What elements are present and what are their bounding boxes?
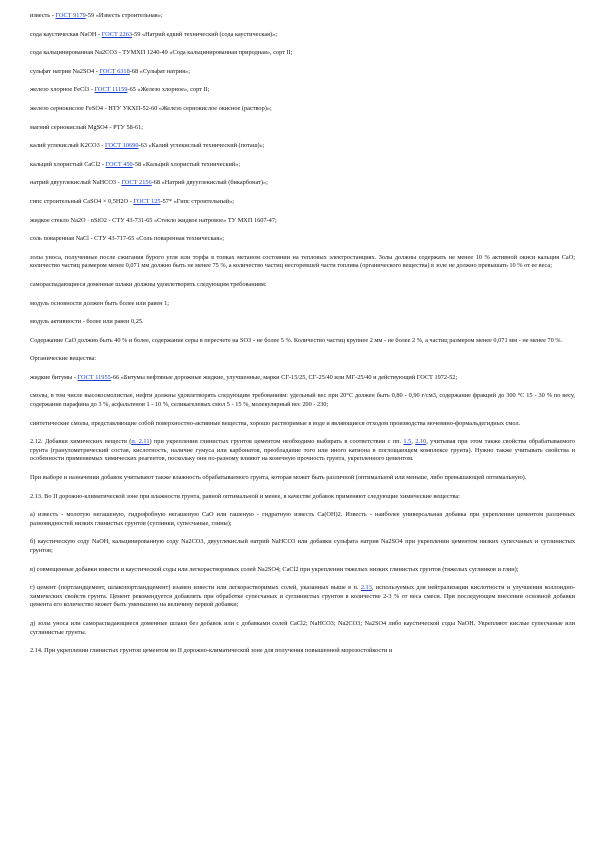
- paragraph: [30, 198, 575, 207]
- paragraph-text: соль поваренная NaCl - СТУ 43-717-65 «Соль поваренная техническая»;: [30, 235, 224, 243]
- paragraph: [30, 12, 575, 21]
- paragraph-text: -65 «Железо хлорное», сорт II;: [127, 86, 210, 94]
- paragraph-text: модуль активности - более или равен 0,25.: [30, 318, 144, 326]
- paragraph-text: -68 «Натрий двууглекислый (бикарбонат)»;: [151, 179, 268, 187]
- paragraph: [30, 493, 575, 502]
- document-link[interactable]: ГОСТ 2263: [101, 30, 132, 38]
- paragraph-text: а) известь - молотую негашеную, гидрофобную негашеную CaO или гашеную - гидратную известь Ca(OH)2. Известь - наиболее универсальная добавка при укреплении цементом различных разновидностей низких глинистых грунтов (суглинки, супесчаные, глины);: [30, 511, 575, 527]
- paragraph-text: г) цемент (портландцемент, шлакопортландцемент) взамен извести или легкорастворимых солей, указанных выше в п.: [30, 584, 361, 592]
- paragraph-text: смолы, в том числе высокосмолистые, нефти должны удовлетворять следующим требованиям: удельный вес при 20°С должен быть 0,80 - 0,90 г/см3, содержание фракций до 300 °С 15 - 30 % по весу, содержание парафина до 3 %, асфальтенов 1 - 10 %, селикагелевых смол 5 - 15 %, молекулярный вес 200 - 230;: [30, 392, 575, 409]
- paragraph: [30, 86, 575, 95]
- paragraph-text: , используемых для нейтрализации кислотности и улучшения коллоидно-химических свойств грунта. Цемент рекомендуется добавлять при обработке супесчаных и суглинистых грунтов в количестве 2-3 % от веса смеси. При последующем внесении основной добавки цемента его количество может быть уменьшено на величину первой добавки;: [30, 584, 575, 609]
- paragraph-text: модуль основности должен быть более или равен 1;: [30, 299, 169, 307]
- paragraph-text: жидкое стекло Na2O · nSiO2 - СТУ 43-731-65 «Стекло жидкое натровое» ТУ МХП 1607-47;: [30, 216, 277, 224]
- paragraph-text: магний сернокислый MgSO4 - РТУ 58-61;: [30, 123, 143, 131]
- paragraph-text: железо сернокислое FeSO4 - НТУ УКХП-52-60 «Железо сернокислое окисное (раствор)»;: [30, 104, 272, 112]
- document-link[interactable]: 2.13: [360, 584, 372, 592]
- paragraph: [30, 31, 575, 40]
- paragraph: [30, 217, 575, 226]
- document-link[interactable]: ГОСТ 450: [105, 160, 133, 168]
- document-link[interactable]: ГОСТ 11159: [94, 86, 128, 94]
- paragraph-text: -63 «Калий углекислый технический (поташ)»;: [138, 142, 265, 150]
- paragraph: [30, 355, 575, 364]
- document-link[interactable]: ГОСТ 2156: [121, 179, 152, 187]
- paragraph-text: кальций хлористый CaCl2 -: [30, 160, 106, 168]
- paragraph: [30, 538, 575, 555]
- paragraph: [30, 161, 575, 170]
- paragraph-text: железо хлорное FeCl3 -: [30, 86, 95, 94]
- paragraph-text: -66 «Битумы нефтяные дорожные жидкие, улучшенные, марки СГ-15/25, СГ-25/40 или МГ-25/40 и действующий ГОСТ 1972-52;: [110, 373, 458, 381]
- paragraph-text: синтетические смолы, представляющие собой поверхностно-активные вещества, хорошо растворимые в воде и являющиеся отходом производства мочевино-формальдегидных смол.: [30, 419, 521, 427]
- paragraph: [30, 420, 575, 429]
- paragraph-text: -68 «Сульфат натрия»;: [129, 67, 190, 75]
- paragraph-text: -59 «Известь строительная»;: [85, 12, 163, 19]
- paragraph-text: Органические вещества:: [30, 355, 97, 363]
- document-link[interactable]: ГОСТ 6318: [99, 67, 130, 75]
- paragraph: [30, 105, 575, 114]
- paragraph-text: в) совмещенные добавки извести и каустической соды или легкорастворимых солей Na2SO4; CaCl2 при укреплении тяжелых низких глинистых грунтов (тяжелых суглинков и глин);: [30, 565, 519, 573]
- paragraph: [30, 68, 575, 77]
- paragraph: [30, 142, 575, 151]
- paragraph: [30, 318, 575, 327]
- paragraph-text: 2.13. Во II дорожно-климатической зоне при влажности грунта, равной оптимальной и менее, в качестве добавок применяют следующие химические вещества:: [30, 492, 460, 500]
- paragraph-text: гипс строительный CaSO4 × 0,5H2O -: [30, 197, 134, 205]
- paragraph: [30, 438, 575, 464]
- paragraph-text: При выборе и назначении добавок учитывают также влажность обрабатываемого грунта, которая может быть различной (оптимальной или меньше, либо превышающей оптимальную).: [30, 474, 527, 482]
- paragraph-text: ,: [411, 438, 416, 446]
- paragraph: [30, 374, 575, 383]
- paragraph: [30, 300, 575, 309]
- document-link[interactable]: ГОСТ 10690: [105, 142, 139, 150]
- paragraph-text: золы уноса, полученные после сжигания бурого угля или торфа в топках метаном состоянии на тепловых электростанциях. Золы должны содержать не менее 10 % активной окиси кальция CaO; количество частиц размером менее 0,071 мм должно быть не менее 75 %, а количество частиц несгоревшей части топлива (органического вещества) в золе не должно превышать 10 % от ее веса;: [30, 253, 575, 270]
- document-link[interactable]: 2.10: [415, 438, 427, 446]
- paragraph-text: 2.12. Добавки химических веществ (: [30, 438, 132, 446]
- paragraph: [30, 566, 575, 575]
- paragraph-text: сульфат натрия Na2SO4 -: [30, 67, 100, 75]
- document-link[interactable]: ГОСТ 9179: [55, 12, 86, 19]
- paragraph: [30, 254, 575, 271]
- document-link[interactable]: ГОСТ 11955: [77, 373, 111, 381]
- paragraph-text: сода каустическая NaOH -: [30, 30, 102, 38]
- paragraph: [30, 337, 575, 346]
- paragraph-text: ) при укреплении глинистых грунтов цементом необходимо выбирать в соответствии с пп.: [149, 438, 404, 446]
- paragraph-text: -57* «Гипс строительный»;: [160, 197, 235, 205]
- paragraph-text: Содержание CaO должно быть 40 % и более, содержание серы в пересчете на SO3 - не более 5 %. Количество частиц крупнее 2 мм - не более 2 %, а частиц размером менее 0,071 мм - не менее 70 %.: [30, 336, 563, 344]
- paragraph: [30, 235, 575, 244]
- paragraph: [30, 281, 575, 290]
- paragraph-text: , учитывая при этом также свойства обрабатываемого грунта (гранулометрический состав, кислотность, наличие гумуса или карбонатов, преобладание того или иного катиона в поглощающем комплексе грунта). Нужно также учитывать свойства и особенности применяемых химических реагентов, поскольку они по-разному влияют на конечную прочность грунта, укрепленного цементом.: [30, 438, 576, 463]
- paragraph: [30, 620, 575, 637]
- paragraph-text: б) каустическую соду NaOH, кальцинированную соду Na2CO3, двууглекислый натрий NaHCO3 или добавки сульфата натрия Na2SO4 при укреплении цементом низких супесчаных и суглинистых грунтов;: [30, 538, 575, 554]
- paragraph: [30, 511, 575, 528]
- paragraph: [30, 584, 575, 610]
- paragraph: [30, 392, 575, 409]
- paragraph-text: сода кальцинированная Na2CO3 - ТУМХП 1240-49 «Сода кальцинированная природная», сорт II;: [30, 49, 293, 57]
- paragraph-text: -58 «Кальций хлористый технический»;: [132, 160, 241, 168]
- document-link[interactable]: ГОСТ 125: [133, 197, 161, 205]
- paragraph-text: д) золы уноса или самораспадающиеся доменные шлаки без добавок или с добавками солей CaCl2; NaHCO3; Na2CO3; Na2SO4 либо каустической соды NaOH. Укрепляют кислые супесчаные или суглинистые грунты.: [30, 619, 575, 636]
- paragraph-text: натрий двууглекислый NaHCO3 -: [30, 179, 122, 187]
- paragraph: [30, 124, 575, 133]
- paragraph-text: 2.14. При укреплении глинистых грунтов цементом во II дорожно-климатической зоне для получения повышенной морозостойкости и: [30, 647, 393, 655]
- paragraph-text: самораспадающиеся доменные шлаки должны удовлетворять следующим требованиям:: [30, 280, 267, 288]
- paragraph: [30, 49, 575, 58]
- paragraph: [30, 647, 575, 656]
- document-link[interactable]: 1.5: [403, 438, 412, 446]
- paragraph: [30, 179, 575, 188]
- paragraph-text: известь -: [30, 12, 56, 19]
- paragraph: [30, 474, 575, 483]
- document-link[interactable]: п. 2.11: [131, 438, 150, 446]
- paragraph-text: -59 «Натрий едкий технический (сода каустическая)»;: [132, 30, 278, 38]
- paragraph-text: калий углекислый K2CO3 -: [30, 142, 105, 150]
- paragraph-text: жидкие битумы -: [30, 373, 78, 381]
